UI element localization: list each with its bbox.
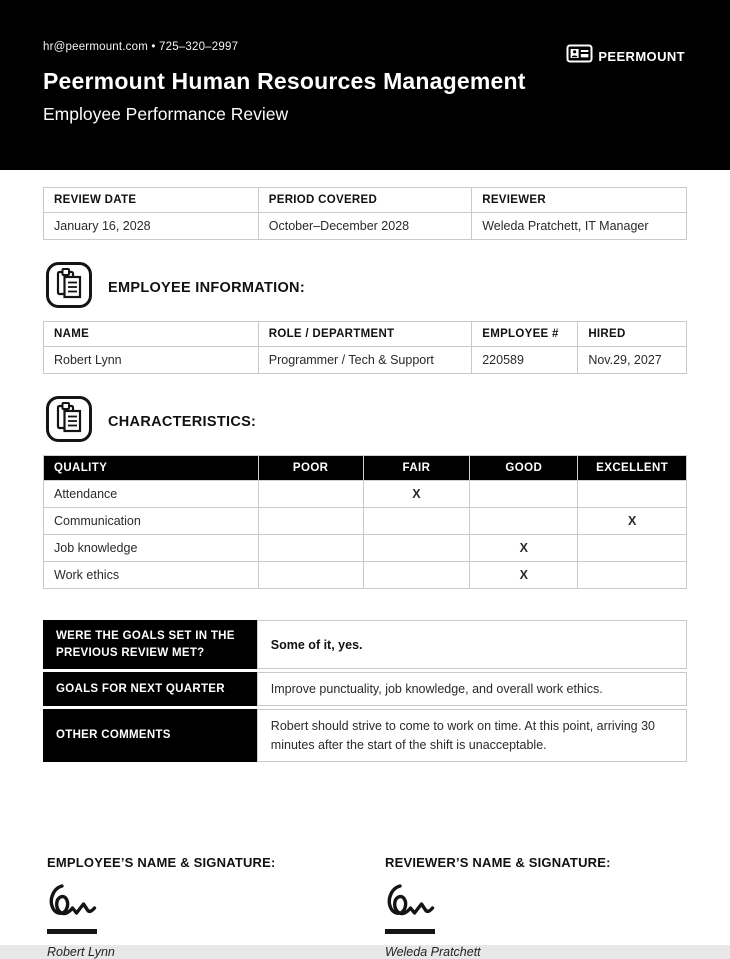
employee-signature-scribble bbox=[47, 882, 105, 928]
reviewer-signature-line bbox=[385, 929, 435, 934]
characteristics-row bbox=[44, 535, 687, 562]
hired-header: HIRED bbox=[578, 322, 687, 347]
reviewer-value: Weleda Pratchett, IT Manager bbox=[472, 213, 687, 240]
employee-signature-line bbox=[47, 929, 97, 934]
review-date-header: REVIEW DATE bbox=[44, 188, 259, 213]
clipboard-icon bbox=[45, 395, 93, 448]
employee-info-value-row bbox=[44, 347, 687, 374]
review-date-value: January 16, 2028 bbox=[44, 213, 259, 240]
review-meta-value-row bbox=[44, 213, 687, 240]
employee-info-header-row bbox=[44, 322, 687, 347]
reviewer-header: REVIEWER bbox=[472, 188, 687, 213]
brand-logo bbox=[566, 44, 685, 68]
reviewer-signature-name: Weleda Pratchett bbox=[385, 944, 481, 959]
employee-info-table bbox=[43, 321, 687, 374]
quality-label: Work ethics bbox=[44, 562, 259, 589]
brand-name: PEERMOUNT bbox=[598, 48, 685, 64]
rating-mark-cell: X bbox=[470, 562, 578, 589]
fair-column-header: FAIR bbox=[363, 456, 470, 481]
rating-empty-cell bbox=[258, 535, 363, 562]
employee-info-heading: EMPLOYEE INFORMATION: bbox=[108, 279, 305, 296]
page-subtitle: Employee Performance Review bbox=[43, 104, 289, 124]
rating-empty-cell bbox=[578, 481, 687, 508]
signatures-section bbox=[0, 855, 730, 959]
characteristics-table bbox=[43, 455, 687, 589]
rating-empty-cell bbox=[258, 508, 363, 535]
rating-empty-cell bbox=[578, 535, 687, 562]
rating-empty-cell bbox=[363, 562, 470, 589]
other-comments-value: Robert should strive to come to work on time. At this point, arriving 30 minutes after the start of the shift is unacceptable. bbox=[257, 709, 687, 761]
goals-table bbox=[43, 617, 687, 765]
employee-signature-name: Robert Lynn bbox=[47, 944, 115, 959]
reviewer-signature-scribble bbox=[385, 882, 443, 928]
rating-mark-cell: X bbox=[578, 508, 687, 535]
quality-label: Communication bbox=[44, 508, 259, 535]
rating-empty-cell bbox=[470, 508, 578, 535]
characteristics-row bbox=[44, 562, 687, 589]
rating-mark-cell: X bbox=[470, 535, 578, 562]
reviewer-signature-block bbox=[385, 855, 723, 959]
employee-signature-block bbox=[47, 855, 385, 959]
reviewer-signature-label: REVIEWER’S NAME & SIGNATURE: bbox=[385, 854, 611, 870]
rating-empty-cell bbox=[363, 535, 470, 562]
characteristics-header-row bbox=[44, 456, 687, 481]
name-value: Robert Lynn bbox=[44, 347, 259, 374]
employee-number-header: EMPLOYEE # bbox=[472, 322, 578, 347]
characteristics-heading: CHARACTERISTICS: bbox=[108, 413, 257, 430]
other-comments-label: OTHER COMMENTS bbox=[43, 709, 257, 761]
employee-signature-label: EMPLOYEE’S NAME & SIGNATURE: bbox=[47, 854, 276, 870]
role-department-header: ROLE / DEPARTMENT bbox=[258, 322, 471, 347]
next-quarter-goals-row bbox=[43, 672, 687, 706]
contact-info: hr@peermount.com • 725–320–2997 bbox=[43, 41, 239, 53]
document-header bbox=[0, 0, 730, 170]
id-card-icon bbox=[566, 44, 593, 68]
good-column-header: GOOD bbox=[470, 456, 578, 481]
rating-empty-cell bbox=[578, 562, 687, 589]
clipboard-icon bbox=[45, 261, 93, 314]
hired-value: Nov.29, 2027 bbox=[578, 347, 687, 374]
quality-label: Job knowledge bbox=[44, 535, 259, 562]
characteristics-table-body bbox=[44, 481, 687, 589]
quality-column-header: QUALITY bbox=[44, 456, 259, 481]
period-covered-value: October–December 2028 bbox=[258, 213, 471, 240]
characteristics-section-header bbox=[45, 395, 687, 448]
document-body bbox=[0, 170, 730, 765]
next-quarter-goals-label: GOALS FOR NEXT QUARTER bbox=[43, 672, 257, 706]
review-meta-table bbox=[43, 187, 687, 240]
next-quarter-goals-value: Improve punctuality, job knowledge, and overall work ethics. bbox=[257, 672, 687, 706]
excellent-column-header: EXCELLENT bbox=[578, 456, 687, 481]
rating-empty-cell bbox=[470, 481, 578, 508]
quality-label: Attendance bbox=[44, 481, 259, 508]
characteristics-row bbox=[44, 481, 687, 508]
poor-column-header: POOR bbox=[258, 456, 363, 481]
previous-goals-row bbox=[43, 620, 687, 669]
page-title: Peermount Human Resources Management bbox=[43, 68, 526, 94]
employee-info-section-header bbox=[45, 261, 687, 314]
rating-empty-cell bbox=[258, 481, 363, 508]
characteristics-row bbox=[44, 508, 687, 535]
previous-goals-value: Some of it, yes. bbox=[257, 620, 687, 669]
period-covered-header: PERIOD COVERED bbox=[258, 188, 471, 213]
previous-goals-label: WERE THE GOALS SET IN THE PREVIOUS REVIEW MET? bbox=[43, 620, 257, 669]
rating-mark-cell: X bbox=[363, 481, 470, 508]
name-header: NAME bbox=[44, 322, 259, 347]
employee-number-value: 220589 bbox=[472, 347, 578, 374]
review-meta-header-row bbox=[44, 188, 687, 213]
other-comments-row bbox=[43, 709, 687, 761]
rating-empty-cell bbox=[258, 562, 363, 589]
role-department-value: Programmer / Tech & Support bbox=[258, 347, 471, 374]
rating-empty-cell bbox=[363, 508, 470, 535]
